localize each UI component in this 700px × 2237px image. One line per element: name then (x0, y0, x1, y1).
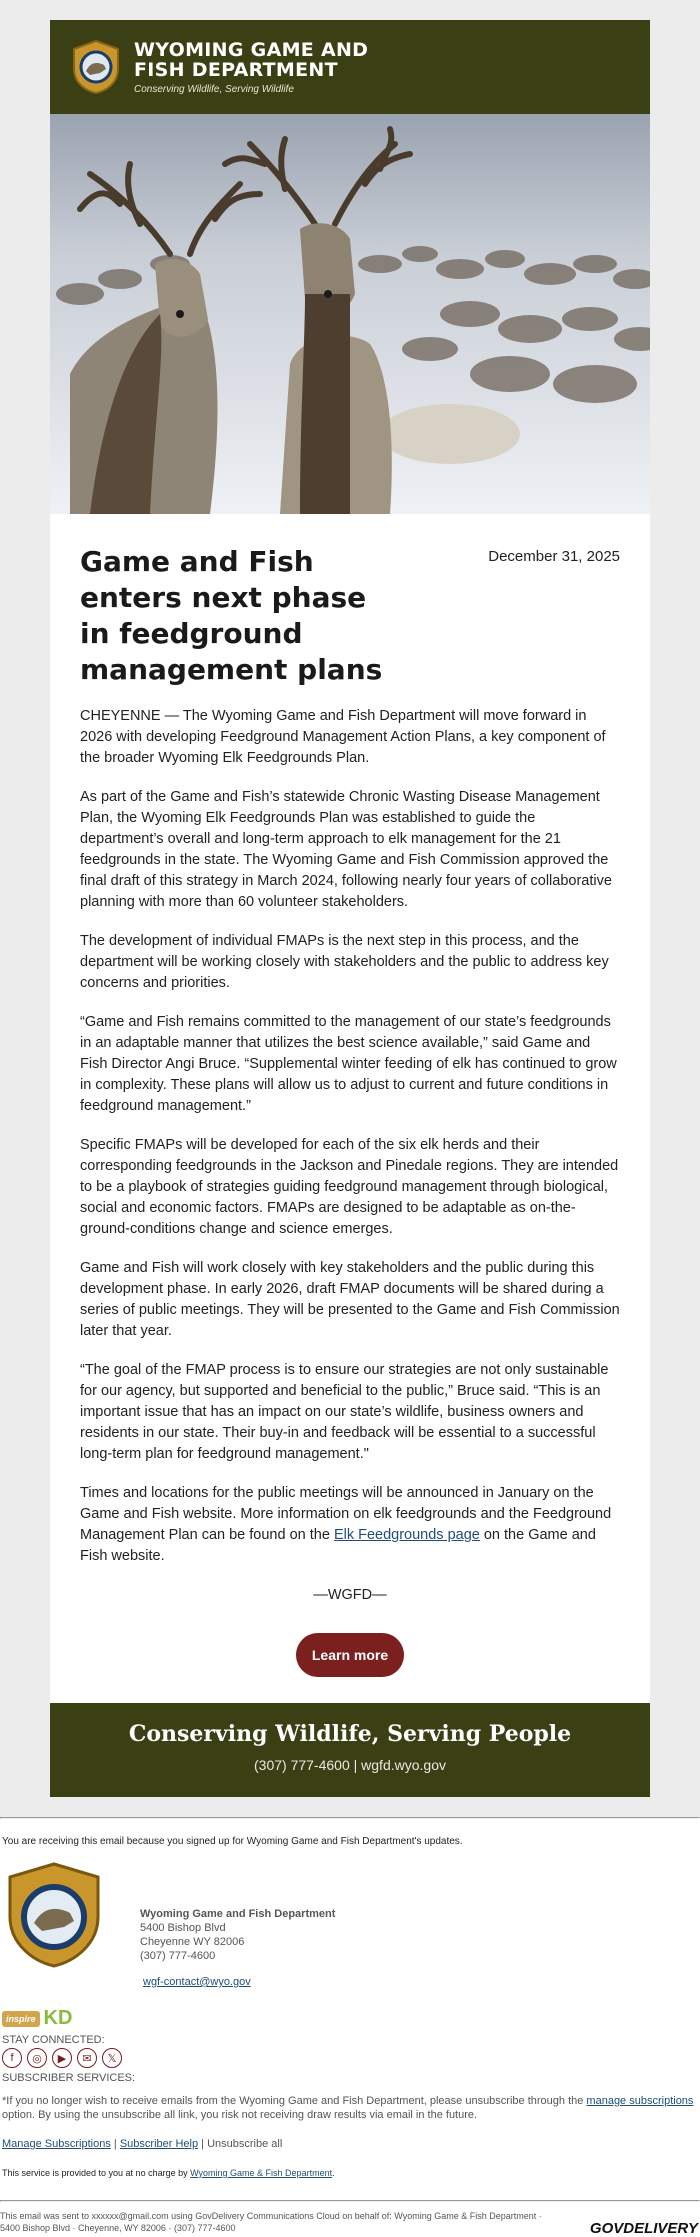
article-headline: Game and Fish enters next phase in feedground management plans (80, 545, 383, 686)
paragraph: Specific FMAPs will be developed for each of the six elk herds and their corresponding feedgrounds in the Jackson and Pinedale regions. They are intended to be a playbook of strategies guiding feedground management through biological, social and economic factors. FMAPs are designed to be adaptable as on-the-ground-conditions change and science emerges. (80, 1137, 619, 1237)
text: *If you no longer wish to receive emails from the Wyoming Game and Fish Department, please unsubscribe through the (2, 2095, 587, 2107)
paragraph: CHEYENNE — The Wyoming Game and Fish Department will move forward in 2026 with developing Feedground Management Action Plans, a key component of the broader Wyoming Elk Feedgrounds Plan. (80, 708, 606, 766)
paragraph-last (80, 1483, 620, 1567)
footer-contact: (307) 777-4600 | wgfd.wyo.gov (254, 1757, 446, 1773)
stay-connected-label: STAY CONNECTED: (2, 2034, 105, 2046)
cta-wrap (80, 1633, 620, 1677)
subscriber-help-link[interactable]: Subscriber Help (119, 2138, 199, 2150)
wgfd-link[interactable]: Wyoming Game & Fish Department (190, 2168, 333, 2178)
subscription-notice: You are receiving this email because you signed up for Wyoming Game and Fish Department's updates. (2, 1836, 463, 1847)
provided-by (0, 2168, 700, 2178)
unsubscribe-note (0, 2084, 700, 2122)
facebook-icon[interactable]: f (2, 2048, 22, 2068)
email-icon[interactable]: ✉ (77, 2048, 97, 2068)
text: This service is provided to you at no charge by (2, 2168, 191, 2178)
kid-badge-k: K (43, 2007, 58, 2029)
subscriber-services-label: SUBSCRIBER SERVICES: (2, 2072, 136, 2084)
contact-phone: (307) 777-4600 (140, 1950, 216, 1962)
wgfd-badge-icon (70, 39, 122, 95)
inspire-badge[interactable]: inspire (2, 2011, 40, 2027)
subscription-links (0, 2138, 700, 2150)
separator: | (198, 2138, 208, 2150)
header-banner (50, 20, 650, 114)
paragraph: “Game and Fish remains committed to the management of our state’s feedgrounds in an adaptable manner that utilizes the best science available,” said Game and Fish Director Angi Bruce. “Supplemental winter feeding of elk has continued to grow in complexity. These plans will allow us to adjust to current and future conditions in feedground management.” (80, 1014, 617, 1114)
text: Times and locations for the public meetings will be announced in January on the Game and Fish website. More information on elk feedgrounds and the Feedground Management Plan can be found on the (80, 1485, 612, 1543)
kid-badge-d: D (57, 2007, 73, 2029)
article-date: December 31, 2025 (488, 548, 620, 565)
contact-address1: 5400 Bishop Blvd (140, 1922, 226, 1934)
text: on the Game and Fish website. (80, 1527, 596, 1564)
hero-image (50, 114, 650, 514)
wgfd-seal-icon (6, 1861, 102, 1969)
manage-subscriptions-link[interactable]: Manage Subscriptions (2, 2138, 111, 2150)
contact-block (140, 1907, 335, 1989)
contact-email-link[interactable]: wgf-contact@wyo.gov (143, 1976, 251, 1988)
footer-slogan: Conserving Wildlife, Serving People (128, 1721, 572, 1747)
contact-org: Wyoming Game and Fish Department (140, 1908, 336, 1920)
article (50, 514, 650, 1703)
header-text (134, 40, 368, 95)
contact-address2: Cheyenne WY 82006 (140, 1936, 245, 1948)
x-icon[interactable]: 𝕏 (102, 2048, 122, 2068)
footer-band (50, 1703, 650, 1797)
paragraph: As part of the Game and Fish’s statewide Chronic Wasting Disease Management Plan, the Wyoming Elk Feedgrounds Plan was established to guide the department’s overall and long-term approach to elk management for the 21 feedgrounds in the state. The Wyoming Game and Fish Commission approved the final draft of this strategy in March 2024, following nearly four years of collaborative planning with more than 60 volunteer stakeholders. (80, 789, 612, 910)
email-container (50, 20, 650, 1797)
unsubscribe-all-link[interactable]: Unsubscribe all (207, 2138, 283, 2150)
govdelivery-footer (0, 1817, 700, 2237)
header-tagline: Conserving Wildlife, Serving Wildlife (134, 83, 294, 95)
text: . (332, 2168, 335, 2178)
partner-badges (0, 2007, 700, 2030)
signoff: —WGFD— (313, 1587, 387, 1603)
elk-feedgrounds-link[interactable]: Elk Feedgrounds page (333, 1527, 480, 1543)
instagram-icon[interactable]: ◎ (27, 2048, 47, 2068)
paragraph: “The goal of the FMAP process is to ensure our strategies are not only sustainable for our agency, but supported and beneficial to the public,” Bruce said. “This is an important issue that has an impact on our state’s wildlife, business owners and residents in our state. Their buy-in and feedback will be essential to a successful long-term plan for feedground management." (80, 1362, 609, 1462)
social-links (0, 2048, 700, 2068)
text: option. By using the unsubscribe all link, you risk not receiving draw results via email in the future. (2, 2109, 478, 2121)
youtube-icon[interactable]: ▶ (52, 2048, 72, 2068)
separator: | (110, 2138, 120, 2150)
govdelivery-bottom (0, 2202, 700, 2237)
kid-badge[interactable] (44, 2007, 73, 2030)
article-body (80, 706, 620, 1567)
paragraph: Game and Fish will work closely with key stakeholders and the public during this development phase. In early 2026, draft FMAP documents will be shared during a series of public meetings. They will be presented to the Game and Fish Commission later that year. (80, 1260, 620, 1339)
manage-subscriptions-inline-link[interactable]: manage subscriptions (586, 2095, 694, 2107)
signature-block (0, 1861, 700, 1989)
learn-more-button[interactable]: Learn more (296, 1633, 404, 1677)
org-name: WYOMING GAME AND FISH DEPARTMENT (134, 38, 369, 81)
title-row (80, 544, 620, 688)
paragraph: The development of individual FMAPs is the next step in this process, and the department will be working closely with stakeholders and the public to address key concerns and priorities. (80, 933, 609, 991)
sent-to-text: This email was sent to xxxxxx@gmail.com using GovDelivery Communications Cloud on behalf of: Wyoming Game & Fish Department · 5400 Bishop Blvd · Cheyenne, WY 82006 · (307) 777-4600 (0, 2211, 542, 2233)
govdelivery-logo[interactable]: GOVDELIVERY (589, 2220, 698, 2237)
